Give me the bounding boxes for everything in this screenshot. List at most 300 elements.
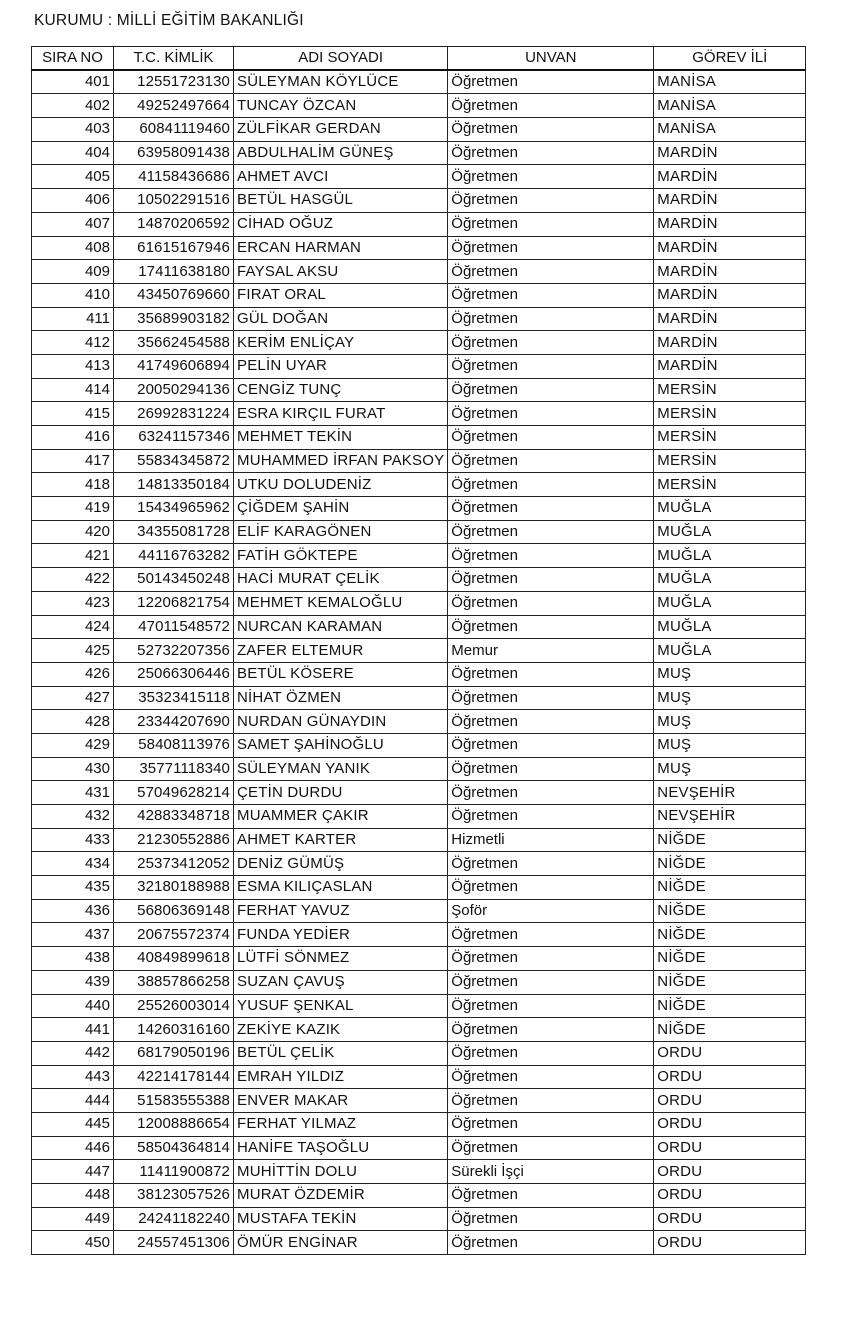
cell-adi-soyadi: TUNCAY ÖZCAN <box>234 94 448 118</box>
cell-sira-no: 445 <box>32 1112 114 1136</box>
cell-unvan: Öğretmen <box>448 212 654 236</box>
cell-unvan: Hizmetli <box>448 828 654 852</box>
cell-tc-kimlik: 44116763282 <box>114 544 234 568</box>
cell-gorev-ili: MERSİN <box>654 449 806 473</box>
cell-adi-soyadi: SÜLEYMAN YANIK <box>234 757 448 781</box>
cell-sira-no: 441 <box>32 1018 114 1042</box>
cell-sira-no: 433 <box>32 828 114 852</box>
cell-gorev-ili: MARDİN <box>654 212 806 236</box>
cell-tc-kimlik: 61615167946 <box>114 236 234 260</box>
table-row <box>32 307 806 331</box>
cell-unvan: Öğretmen <box>448 165 654 189</box>
cell-tc-kimlik: 57049628214 <box>114 781 234 805</box>
cell-gorev-ili: MARDİN <box>654 260 806 284</box>
cell-gorev-ili: ORDU <box>654 1160 806 1184</box>
table-row <box>32 354 806 378</box>
cell-sira-no: 426 <box>32 662 114 686</box>
cell-tc-kimlik: 51583555388 <box>114 1089 234 1113</box>
cell-tc-kimlik: 25066306446 <box>114 662 234 686</box>
cell-unvan: Öğretmen <box>448 710 654 734</box>
cell-adi-soyadi: EMRAH YILDIZ <box>234 1065 448 1089</box>
cell-tc-kimlik: 38123057526 <box>114 1184 234 1208</box>
cell-sira-no: 432 <box>32 805 114 829</box>
cell-unvan: Öğretmen <box>448 1136 654 1160</box>
cell-unvan: Öğretmen <box>448 283 654 307</box>
cell-unvan: Öğretmen <box>448 1041 654 1065</box>
cell-gorev-ili: ORDU <box>654 1089 806 1113</box>
cell-adi-soyadi: FERHAT YILMAZ <box>234 1112 448 1136</box>
cell-adi-soyadi: BETÜL KÖSERE <box>234 662 448 686</box>
cell-tc-kimlik: 35323415118 <box>114 686 234 710</box>
table-row <box>32 1231 806 1255</box>
cell-unvan: Öğretmen <box>448 852 654 876</box>
cell-unvan: Öğretmen <box>448 615 654 639</box>
cell-gorev-ili: MUĞLA <box>654 591 806 615</box>
cell-adi-soyadi: FATİH GÖKTEPE <box>234 544 448 568</box>
column-header-unvan: UNVAN <box>448 47 654 71</box>
cell-tc-kimlik: 63958091438 <box>114 141 234 165</box>
cell-unvan: Öğretmen <box>448 378 654 402</box>
cell-sira-no: 446 <box>32 1136 114 1160</box>
cell-gorev-ili: NEVŞEHİR <box>654 805 806 829</box>
cell-tc-kimlik: 60841119460 <box>114 118 234 142</box>
cell-tc-kimlik: 63241157346 <box>114 426 234 450</box>
cell-sira-no: 430 <box>32 757 114 781</box>
cell-tc-kimlik: 68179050196 <box>114 1041 234 1065</box>
cell-gorev-ili: NİĞDE <box>654 852 806 876</box>
table-row <box>32 212 806 236</box>
cell-tc-kimlik: 14870206592 <box>114 212 234 236</box>
cell-unvan: Öğretmen <box>448 331 654 355</box>
table-row <box>32 591 806 615</box>
cell-sira-no: 437 <box>32 923 114 947</box>
cell-gorev-ili: MUĞLA <box>654 497 806 521</box>
cell-adi-soyadi: KERİM ENLİÇAY <box>234 331 448 355</box>
table-row <box>32 1065 806 1089</box>
cell-unvan: Öğretmen <box>448 118 654 142</box>
cell-tc-kimlik: 47011548572 <box>114 615 234 639</box>
cell-sira-no: 442 <box>32 1041 114 1065</box>
cell-adi-soyadi: ESMA KILIÇASLAN <box>234 876 448 900</box>
cell-adi-soyadi: MEHMET KEMALOĞLU <box>234 591 448 615</box>
cell-gorev-ili: ORDU <box>654 1184 806 1208</box>
cell-gorev-ili: MERSİN <box>654 402 806 426</box>
table-row <box>32 165 806 189</box>
cell-sira-no: 420 <box>32 520 114 544</box>
cell-adi-soyadi: ZEKİYE KAZIK <box>234 1018 448 1042</box>
cell-sira-no: 443 <box>32 1065 114 1089</box>
table-row <box>32 1018 806 1042</box>
cell-sira-no: 440 <box>32 994 114 1018</box>
table-row <box>32 426 806 450</box>
cell-gorev-ili: MARDİN <box>654 165 806 189</box>
cell-tc-kimlik: 34355081728 <box>114 520 234 544</box>
cell-gorev-ili: MANİSA <box>654 70 806 94</box>
cell-gorev-ili: ORDU <box>654 1207 806 1231</box>
cell-adi-soyadi: FERHAT YAVUZ <box>234 899 448 923</box>
cell-unvan: Öğretmen <box>448 923 654 947</box>
cell-tc-kimlik: 42214178144 <box>114 1065 234 1089</box>
cell-sira-no: 414 <box>32 378 114 402</box>
cell-adi-soyadi: ÇETİN DURDU <box>234 781 448 805</box>
cell-unvan: Öğretmen <box>448 1018 654 1042</box>
cell-unvan: Öğretmen <box>448 568 654 592</box>
cell-sira-no: 423 <box>32 591 114 615</box>
cell-sira-no: 403 <box>32 118 114 142</box>
cell-adi-soyadi: ÖMÜR ENGİNAR <box>234 1231 448 1255</box>
cell-adi-soyadi: SAMET ŞAHİNOĞLU <box>234 733 448 757</box>
cell-unvan: Öğretmen <box>448 354 654 378</box>
table-row <box>32 639 806 663</box>
cell-sira-no: 422 <box>32 568 114 592</box>
table-row <box>32 1089 806 1113</box>
cell-tc-kimlik: 41749606894 <box>114 354 234 378</box>
cell-adi-soyadi: ZÜLFİKAR GERDAN <box>234 118 448 142</box>
table-row <box>32 899 806 923</box>
cell-gorev-ili: MARDİN <box>654 307 806 331</box>
cell-sira-no: 450 <box>32 1231 114 1255</box>
cell-unvan: Sürekli İşçi <box>448 1160 654 1184</box>
cell-sira-no: 425 <box>32 639 114 663</box>
cell-tc-kimlik: 35771118340 <box>114 757 234 781</box>
cell-sira-no: 401 <box>32 70 114 94</box>
cell-sira-no: 405 <box>32 165 114 189</box>
cell-unvan: Öğretmen <box>448 1231 654 1255</box>
cell-tc-kimlik: 58504364814 <box>114 1136 234 1160</box>
table-row <box>32 378 806 402</box>
cell-adi-soyadi: HACİ MURAT ÇELİK <box>234 568 448 592</box>
cell-gorev-ili: MUĞLA <box>654 639 806 663</box>
table-row <box>32 283 806 307</box>
cell-tc-kimlik: 56806369148 <box>114 899 234 923</box>
cell-unvan: Öğretmen <box>448 805 654 829</box>
cell-adi-soyadi: BETÜL ÇELİK <box>234 1041 448 1065</box>
cell-gorev-ili: MUŞ <box>654 710 806 734</box>
cell-tc-kimlik: 25526003014 <box>114 994 234 1018</box>
table-row <box>32 852 806 876</box>
cell-gorev-ili: NİĞDE <box>654 970 806 994</box>
personnel-table <box>31 46 806 1255</box>
cell-tc-kimlik: 35662454588 <box>114 331 234 355</box>
table-row <box>32 1160 806 1184</box>
cell-unvan: Şoför <box>448 899 654 923</box>
table-header-row <box>32 47 806 71</box>
column-header-tc-kimlik: T.C. KİMLİK <box>114 47 234 71</box>
table-row <box>32 118 806 142</box>
cell-adi-soyadi: UTKU DOLUDENİZ <box>234 473 448 497</box>
cell-unvan: Öğretmen <box>448 1089 654 1113</box>
cell-tc-kimlik: 20675572374 <box>114 923 234 947</box>
cell-unvan: Öğretmen <box>448 686 654 710</box>
cell-gorev-ili: MUŞ <box>654 662 806 686</box>
table-row <box>32 994 806 1018</box>
cell-unvan: Öğretmen <box>448 970 654 994</box>
cell-sira-no: 415 <box>32 402 114 426</box>
cell-unvan: Öğretmen <box>448 260 654 284</box>
cell-gorev-ili: NİĞDE <box>654 899 806 923</box>
table-row <box>32 1136 806 1160</box>
column-header-gorev-ili: GÖREV İLİ <box>654 47 806 71</box>
cell-unvan: Öğretmen <box>448 449 654 473</box>
cell-sira-no: 413 <box>32 354 114 378</box>
cell-adi-soyadi: ENVER MAKAR <box>234 1089 448 1113</box>
cell-tc-kimlik: 11411900872 <box>114 1160 234 1184</box>
cell-tc-kimlik: 21230552886 <box>114 828 234 852</box>
cell-adi-soyadi: PELİN UYAR <box>234 354 448 378</box>
cell-gorev-ili: MUŞ <box>654 757 806 781</box>
cell-adi-soyadi: SUZAN ÇAVUŞ <box>234 970 448 994</box>
cell-adi-soyadi: CENGİZ TUNÇ <box>234 378 448 402</box>
table-row <box>32 449 806 473</box>
table-row <box>32 733 806 757</box>
table-row <box>32 1112 806 1136</box>
table-row <box>32 497 806 521</box>
cell-sira-no: 438 <box>32 947 114 971</box>
cell-unvan: Öğretmen <box>448 1184 654 1208</box>
cell-sira-no: 427 <box>32 686 114 710</box>
table-row <box>32 923 806 947</box>
cell-unvan: Öğretmen <box>448 781 654 805</box>
cell-tc-kimlik: 58408113976 <box>114 733 234 757</box>
cell-tc-kimlik: 42883348718 <box>114 805 234 829</box>
cell-gorev-ili: MARDİN <box>654 141 806 165</box>
cell-gorev-ili: MERSİN <box>654 378 806 402</box>
table-row <box>32 662 806 686</box>
cell-gorev-ili: MERSİN <box>654 426 806 450</box>
cell-gorev-ili: MARDİN <box>654 189 806 213</box>
cell-adi-soyadi: CİHAD OĞUZ <box>234 212 448 236</box>
table-row <box>32 331 806 355</box>
cell-unvan: Öğretmen <box>448 1065 654 1089</box>
table-row <box>32 947 806 971</box>
cell-tc-kimlik: 23344207690 <box>114 710 234 734</box>
cell-sira-no: 449 <box>32 1207 114 1231</box>
cell-sira-no: 419 <box>32 497 114 521</box>
cell-adi-soyadi: FIRAT ORAL <box>234 283 448 307</box>
table-row <box>32 828 806 852</box>
cell-adi-soyadi: ZAFER ELTEMUR <box>234 639 448 663</box>
cell-adi-soyadi: BETÜL HASGÜL <box>234 189 448 213</box>
cell-unvan: Öğretmen <box>448 70 654 94</box>
column-header-adi-soyadi: ADI SOYADI <box>234 47 448 71</box>
cell-unvan: Öğretmen <box>448 307 654 331</box>
cell-tc-kimlik: 17411638180 <box>114 260 234 284</box>
cell-adi-soyadi: FUNDA YEDİER <box>234 923 448 947</box>
cell-gorev-ili: ORDU <box>654 1136 806 1160</box>
cell-gorev-ili: NİĞDE <box>654 828 806 852</box>
cell-unvan: Öğretmen <box>448 189 654 213</box>
cell-tc-kimlik: 12008886654 <box>114 1112 234 1136</box>
cell-adi-soyadi: ELİF KARAGÖNEN <box>234 520 448 544</box>
cell-gorev-ili: NİĞDE <box>654 1018 806 1042</box>
cell-gorev-ili: MARDİN <box>654 236 806 260</box>
cell-gorev-ili: MARDİN <box>654 283 806 307</box>
cell-sira-no: 421 <box>32 544 114 568</box>
cell-adi-soyadi: ESRA KIRÇIL FURAT <box>234 402 448 426</box>
cell-unvan: Öğretmen <box>448 236 654 260</box>
cell-unvan: Öğretmen <box>448 497 654 521</box>
cell-unvan: Öğretmen <box>448 1207 654 1231</box>
cell-sira-no: 412 <box>32 331 114 355</box>
cell-adi-soyadi: MUHAMMED İRFAN PAKSOY <box>234 449 448 473</box>
cell-sira-no: 406 <box>32 189 114 213</box>
table-row <box>32 473 806 497</box>
cell-unvan: Öğretmen <box>448 141 654 165</box>
cell-sira-no: 404 <box>32 141 114 165</box>
cell-sira-no: 448 <box>32 1184 114 1208</box>
cell-adi-soyadi: MUHİTTİN DOLU <box>234 1160 448 1184</box>
cell-adi-soyadi: ERCAN HARMAN <box>234 236 448 260</box>
cell-adi-soyadi: MUAMMER ÇAKIR <box>234 805 448 829</box>
cell-adi-soyadi: NURCAN KARAMAN <box>234 615 448 639</box>
cell-sira-no: 434 <box>32 852 114 876</box>
cell-sira-no: 418 <box>32 473 114 497</box>
cell-unvan: Öğretmen <box>448 544 654 568</box>
cell-adi-soyadi: SÜLEYMAN KÖYLÜCE <box>234 70 448 94</box>
cell-sira-no: 436 <box>32 899 114 923</box>
cell-unvan: Öğretmen <box>448 757 654 781</box>
cell-sira-no: 410 <box>32 283 114 307</box>
cell-sira-no: 444 <box>32 1089 114 1113</box>
cell-adi-soyadi: ABDULHALİM GÜNEŞ <box>234 141 448 165</box>
table-row <box>32 876 806 900</box>
cell-adi-soyadi: MEHMET TEKİN <box>234 426 448 450</box>
table-row <box>32 686 806 710</box>
cell-sira-no: 407 <box>32 212 114 236</box>
table-row <box>32 544 806 568</box>
cell-sira-no: 431 <box>32 781 114 805</box>
cell-adi-soyadi: AHMET KARTER <box>234 828 448 852</box>
cell-adi-soyadi: AHMET AVCI <box>234 165 448 189</box>
cell-tc-kimlik: 12551723130 <box>114 70 234 94</box>
cell-unvan: Öğretmen <box>448 473 654 497</box>
cell-gorev-ili: NEVŞEHİR <box>654 781 806 805</box>
cell-adi-soyadi: LÜTFİ SÖNMEZ <box>234 947 448 971</box>
cell-tc-kimlik: 38857866258 <box>114 970 234 994</box>
cell-unvan: Öğretmen <box>448 426 654 450</box>
cell-tc-kimlik: 12206821754 <box>114 591 234 615</box>
cell-sira-no: 428 <box>32 710 114 734</box>
table-row <box>32 710 806 734</box>
cell-sira-no: 439 <box>32 970 114 994</box>
cell-tc-kimlik: 14813350184 <box>114 473 234 497</box>
cell-gorev-ili: MUĞLA <box>654 615 806 639</box>
cell-tc-kimlik: 25373412052 <box>114 852 234 876</box>
cell-unvan: Öğretmen <box>448 662 654 686</box>
table-row <box>32 1207 806 1231</box>
cell-tc-kimlik: 49252497664 <box>114 94 234 118</box>
cell-unvan: Öğretmen <box>448 94 654 118</box>
table-row <box>32 70 806 94</box>
cell-tc-kimlik: 32180188988 <box>114 876 234 900</box>
table-row <box>32 568 806 592</box>
table-row <box>32 260 806 284</box>
cell-gorev-ili: ORDU <box>654 1041 806 1065</box>
table-row <box>32 970 806 994</box>
table-row <box>32 141 806 165</box>
cell-tc-kimlik: 41158436686 <box>114 165 234 189</box>
table-row <box>32 1184 806 1208</box>
cell-sira-no: 429 <box>32 733 114 757</box>
cell-tc-kimlik: 10502291516 <box>114 189 234 213</box>
cell-gorev-ili: NİĞDE <box>654 876 806 900</box>
column-header-sira-no: SIRA NO <box>32 47 114 71</box>
cell-gorev-ili: NİĞDE <box>654 923 806 947</box>
cell-tc-kimlik: 35689903182 <box>114 307 234 331</box>
cell-sira-no: 408 <box>32 236 114 260</box>
cell-gorev-ili: MUĞLA <box>654 520 806 544</box>
cell-unvan: Öğretmen <box>448 733 654 757</box>
cell-tc-kimlik: 24557451306 <box>114 1231 234 1255</box>
cell-tc-kimlik: 52732207356 <box>114 639 234 663</box>
cell-adi-soyadi: GÜL DOĞAN <box>234 307 448 331</box>
table-row <box>32 757 806 781</box>
cell-sira-no: 447 <box>32 1160 114 1184</box>
cell-gorev-ili: MUŞ <box>654 686 806 710</box>
cell-unvan: Öğretmen <box>448 402 654 426</box>
table-body <box>32 70 806 1254</box>
cell-tc-kimlik: 14260316160 <box>114 1018 234 1042</box>
cell-unvan: Öğretmen <box>448 591 654 615</box>
cell-unvan: Öğretmen <box>448 947 654 971</box>
cell-unvan: Memur <box>448 639 654 663</box>
cell-adi-soyadi: NİHAT ÖZMEN <box>234 686 448 710</box>
cell-gorev-ili: MUĞLA <box>654 568 806 592</box>
table-row <box>32 805 806 829</box>
cell-sira-no: 435 <box>32 876 114 900</box>
cell-unvan: Öğretmen <box>448 876 654 900</box>
cell-sira-no: 409 <box>32 260 114 284</box>
table-row <box>32 402 806 426</box>
cell-gorev-ili: MUŞ <box>654 733 806 757</box>
cell-sira-no: 416 <box>32 426 114 450</box>
cell-unvan: Öğretmen <box>448 520 654 544</box>
cell-adi-soyadi: FAYSAL AKSU <box>234 260 448 284</box>
table-row <box>32 236 806 260</box>
table-row <box>32 520 806 544</box>
cell-gorev-ili: NİĞDE <box>654 947 806 971</box>
table-row <box>32 1041 806 1065</box>
cell-tc-kimlik: 40849899618 <box>114 947 234 971</box>
cell-gorev-ili: ORDU <box>654 1231 806 1255</box>
cell-gorev-ili: ORDU <box>654 1112 806 1136</box>
table-row <box>32 615 806 639</box>
cell-tc-kimlik: 24241182240 <box>114 1207 234 1231</box>
table-row <box>32 94 806 118</box>
cell-sira-no: 424 <box>32 615 114 639</box>
cell-sira-no: 411 <box>32 307 114 331</box>
cell-adi-soyadi: MUSTAFA TEKİN <box>234 1207 448 1231</box>
cell-tc-kimlik: 15434965962 <box>114 497 234 521</box>
cell-adi-soyadi: MURAT ÖZDEMİR <box>234 1184 448 1208</box>
table-row <box>32 189 806 213</box>
cell-gorev-ili: MARDİN <box>654 331 806 355</box>
cell-adi-soyadi: DENİZ GÜMÜŞ <box>234 852 448 876</box>
cell-gorev-ili: MERSİN <box>654 473 806 497</box>
cell-adi-soyadi: HANİFE TAŞOĞLU <box>234 1136 448 1160</box>
cell-tc-kimlik: 55834345872 <box>114 449 234 473</box>
cell-unvan: Öğretmen <box>448 1112 654 1136</box>
cell-gorev-ili: MUĞLA <box>654 544 806 568</box>
cell-adi-soyadi: NURDAN GÜNAYDIN <box>234 710 448 734</box>
cell-gorev-ili: MANİSA <box>654 94 806 118</box>
cell-sira-no: 417 <box>32 449 114 473</box>
cell-gorev-ili: MANİSA <box>654 118 806 142</box>
cell-gorev-ili: MARDİN <box>654 354 806 378</box>
cell-adi-soyadi: YUSUF ŞENKAL <box>234 994 448 1018</box>
cell-tc-kimlik: 20050294136 <box>114 378 234 402</box>
institution-header: KURUMU : MİLLİ EĞİTİM BAKANLIĞI <box>34 12 304 29</box>
